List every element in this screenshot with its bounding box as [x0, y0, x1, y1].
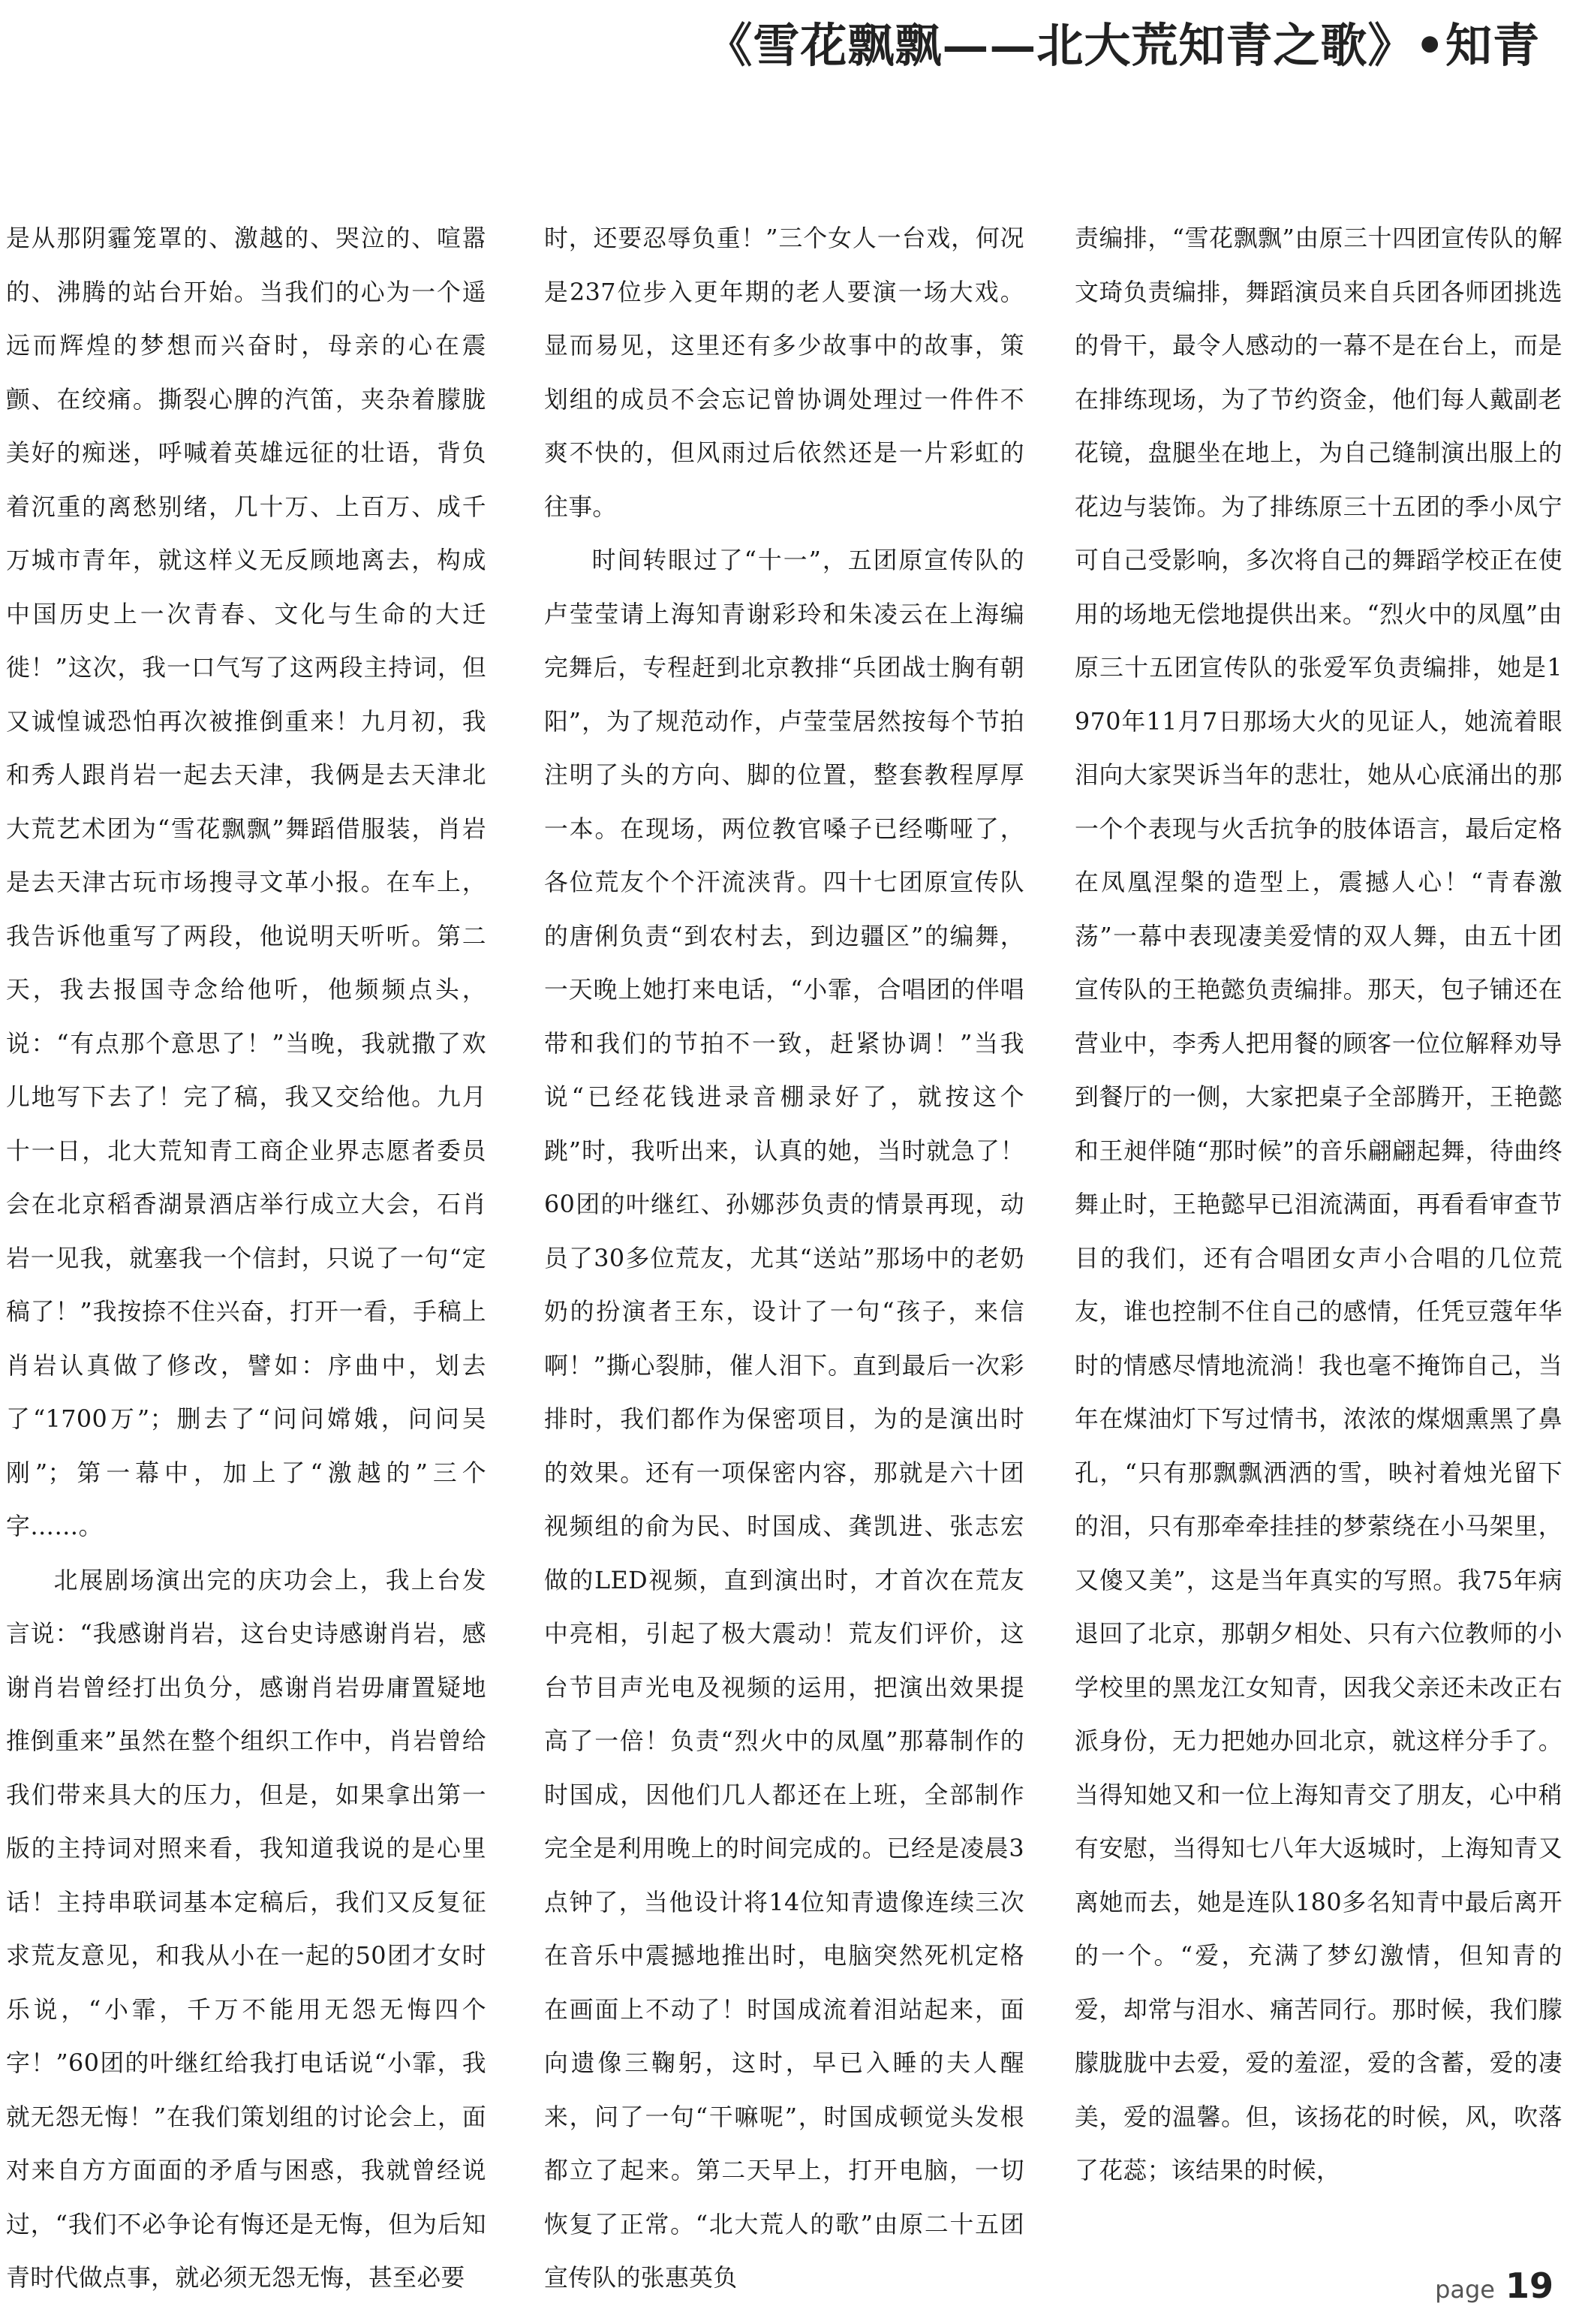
page-footer [1435, 2265, 1553, 2310]
text-column-left [6, 212, 486, 2292]
text-column-right [1075, 212, 1562, 2253]
page-label: page [1435, 2275, 1495, 2304]
paragraph: 时，还要忍辱负重！”三个女人一台戏，何况是237位步入更年期的老人要演一场大戏。显而易见，这里还有多少故事中的故事，策划组的成员不会忘记曾协调处理过一件件不爽不快的，但风雨过后依然还是一片彩虹的往事。 [544, 224, 1024, 521]
paragraph: 时间转眼过了“十一”，五团原宣传队的卢莹莹请上海知青谢彩玲和朱凌云在上海编完舞后，专程赶到北京教排“兵团战士胸有朝阳”，为了规范动作，卢莹莹居然按每个节拍注明了头的方向、脚的位置，整套教程厚厚一本。在现场，两位教官嗓子已经嘶哑了，各位荒友个个汗流浃背。四十七团原宣传队的唐俐负责“到农村去，到边疆区”的编舞，一天晚上她打来电话，“小霏，合唱团的伴唱带和我们的节拍不一致，赶紧协调！”当我说“已经花钱进录音棚录好了，就按这个跳”时，我听出来，认真的她，当时就急了！60团的叶继红、孙娜莎负责的情景再现，动员了30多位荒友，尤其“送站”那场中的老奶奶的扮演者王东，设计了一句“孩子，来信啊！”撕心裂肺，催人泪下。直到最后一次彩排时，我们都作为保密项目，为的是演出时的效果。还有一项保密内容，那就是六十团视频组的俞为民、时国成、龚凯进、张志宏做的LED视频，直到演出时，才首次在荒友中亮相，引起了极大震动！荒友们评价，这台节目声光电及视频的运用，把演出效果提高了一倍！负责“烈火中的凤凰”那幕制作的时国成，因他们几人都还在上班，全部制作完全是利用晚上的时间完成的。已经是凌晨3点钟了，当他设计将14位知青遗像连续三次在音乐中震撼地推出时，电脑突然死机定格在画面上不动了！时国成流着泪站起来，面向遗像三鞠躬，这时，早已入睡的夫人醒来，问了一句“干嘛呢”，时国成顿觉头发根都立了起来。第二天早上，打开电脑，一切恢复了正常。“北大荒人的歌”由原二十五团宣传队的张惠英负 [544, 546, 1024, 2292]
paragraph: 北展剧场演出完的庆功会上，我上台发言说：“我感谢肖岩，这台史诗感谢肖岩，感谢肖岩曾经打出负分，感谢肖岩毋庸置疑地推倒重来”虽然在整个组织工作中，肖岩曾给我们带来具大的压力，但是，如果拿出第一版的主持词对照来看，我知道我说的是心里话！主持串联词基本定稿后，我们又反复征求荒友意见，和我从小在一起的50团才女时乐说，“小霏，千万不能用无怨无悔四个字！”60团的叶继红给我打电话说“小霏，我就无怨无悔！”在我们策划组的讨论会上，面对来自方方面面的矛盾与困惑，我就曾经说过，“我们不必争论有悔还是无悔，但为后知青时代做点事，就必须无怨无悔，甚至必要 [6, 1566, 486, 2292]
running-header: 《雪花飘飘——北大荒知青之歌》•知青 [705, 18, 1540, 73]
paragraph: 责编排，“雪花飘飘”由原三十四团宣传队的解文琦负责编排，舞蹈演员来自兵团各师团挑选的骨干，最令人感动的一幕不是在台上，而是在排练现场，为了节约资金，他们每人戴副老花镜，盘腿坐在地上，为自己缝制演出服上的花边与装饰。为了排练原三十五团的季小凤宁可自己受影响，多次将自己的舞蹈学校正在使用的场地无偿地提供出来。“烈火中的凤凰”由原三十五团宣传队的张爱军负责编排，她是1970年11月7日那场大火的见证人，她流着眼泪向大家哭诉当年的悲壮，她从心底涌出的那一个个表现与火舌抗争的肢体语言，最后定格在凤凰涅槃的造型上，震撼人心！“青春激荡”一幕中表现凄美爱情的双人舞，由五十团宣传队的王艳懿负责编排。那天，包子铺还在营业中，李秀人把用餐的顾客一位位解释劝导到餐厅的一侧，大家把桌子全部腾开，王艳懿和王昶伴随“那时候”的音乐翩翩起舞，待曲终舞止时，王艳懿早已泪流满面，再看看审查节目的我们，还有合唱团女声小合唱的几位荒友，谁也控制不住自己的感情，任凭豆蔻年华时的情感尽情地流淌！我也毫不掩饰自己，当年在煤油灯下写过情书，浓浓的煤烟熏黑了鼻孔，“只有那飘飘洒洒的雪，映衬着烛光留下的泪，只有那牵牵挂挂的梦萦绕在小马架里，又傻又美”，这是当年真实的写照。我75年病退回了北京，那朝夕相处、只有六位教师的小学校里的黑龙江女知青，因我父亲还未改正右派身份，无力把她办回北京，就这样分手了。当得知她又和一位上海知青交了朋友，心中稍有安慰，当得知七八年大返城时，上海知青又离她而去，她是连队180多名知青中最后离开的一个。“爱，充满了梦幻激情，但知青的爱，却常与泪水、痛苦同行。那时候，我们朦朦胧胧中去爱，爱的羞涩，爱的含蓄，爱的凄美，爱的温馨。但，该扬花的时候，风，吹落了花蕊；该结果的时候， [1075, 224, 1562, 2184]
text-column-middle [544, 212, 1024, 2292]
page-number: 19 [1505, 2265, 1553, 2306]
paragraph: 是从那阴霾笼罩的、激越的、哭泣的、喧嚣的、沸腾的站台开始。当我们的心为一个遥远而辉煌的梦想而兴奋时，母亲的心在震颤、在绞痛。撕裂心脾的汽笛，夹杂着朦胧美好的痴迷，呼喊着英雄远征的壮语，背负着沉重的离愁别绪，几十万、上百万、成千万城市青年，就这样义无反顾地离去，构成中国历史上一次青春、文化与生命的大迁徙！”这次，我一口气写了这两段主持词，但又诚惶诚恐怕再次被推倒重来！九月初，我和秀人跟肖岩一起去天津，我俩是去天津北大荒艺术团为“雪花飘飘”舞蹈借服装，肖岩是去天津古玩市场搜寻文革小报。在车上，我告诉他重写了两段，他说明天听听。第二天，我去报国寺念给他听，他频频点头，说：“有点那个意思了！”当晚，我就撒了欢儿地写下去了！完了稿，我又交给他。九月十一日，北大荒知青工商企业界志愿者委员会在北京稻香湖景酒店举行成立大会，石肖岩一见我，就塞我一个信封，只说了一句“定稿了！”我按捺不住兴奋，打开一看，手稿上肖岩认真做了修改，譬如：序曲中，划去了“1700万”；删去了“问问嫦娥，问问吴刚”；第一幕中，加上了“激越的”三个字……。 [6, 224, 486, 1540]
